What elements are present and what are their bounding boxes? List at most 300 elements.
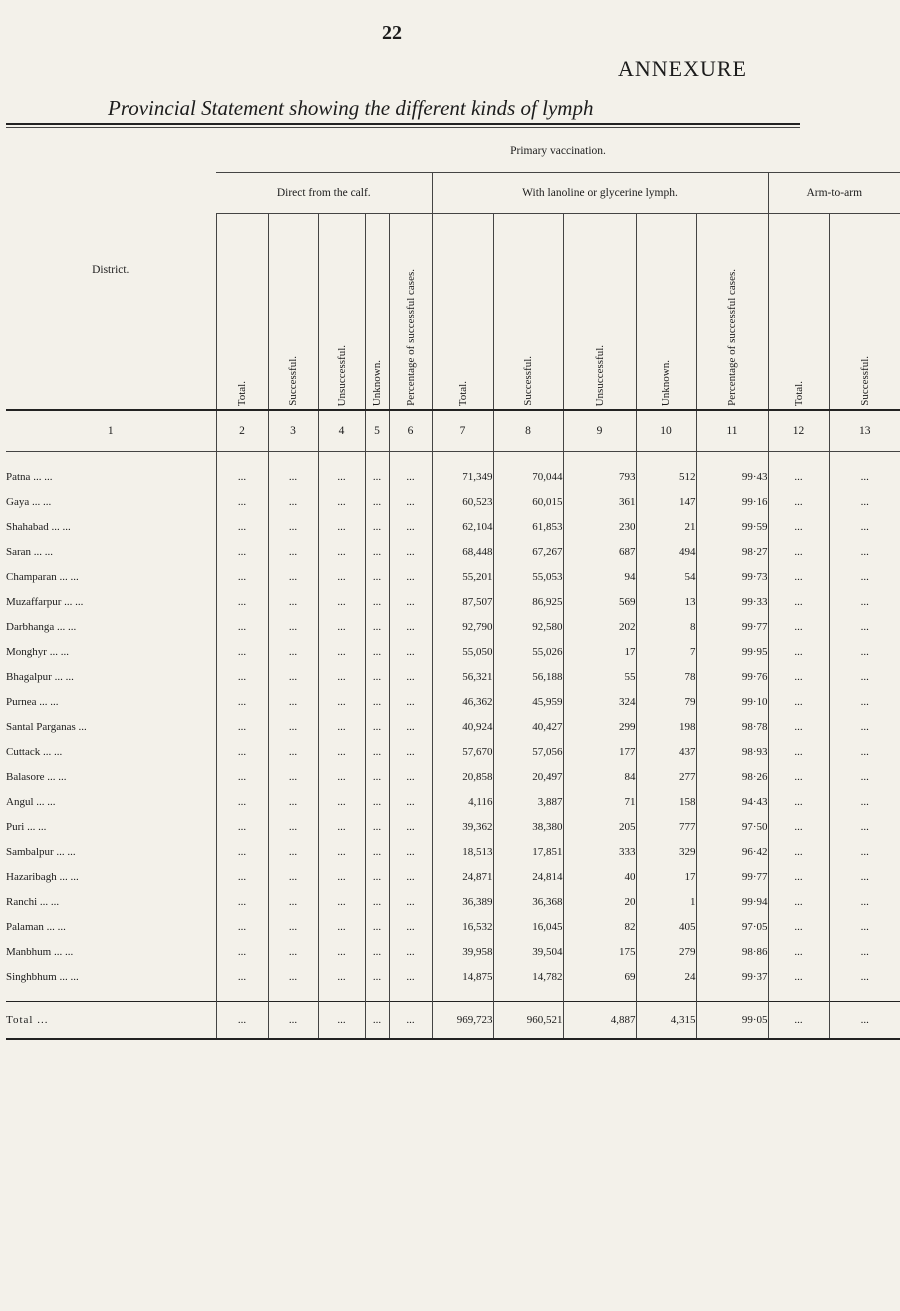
column-number: 9 <box>563 410 636 452</box>
lanoline-percentage-cell: 99·37 <box>696 964 768 989</box>
arm-successful-cell: ... <box>829 564 900 589</box>
column-number: 5 <box>365 410 389 452</box>
calf-unknown-cell: ... <box>365 614 389 639</box>
lanoline-unsuccessful-cell: 324 <box>563 689 636 714</box>
lanoline-total-cell: 62,104 <box>432 514 493 539</box>
district-name: Hazaribagh ... ... <box>6 870 79 883</box>
total-label: Total ... <box>6 1002 216 1040</box>
arm-total-cell: ... <box>768 689 829 714</box>
arm-total-cell: ... <box>768 564 829 589</box>
district-name: Darbhanga ... ... <box>6 620 77 633</box>
calf-total-cell: ... <box>216 889 268 914</box>
district-name: Cuttack ... ... <box>6 745 63 758</box>
column-number-row <box>6 410 900 452</box>
lanoline-unknown-cell: 54 <box>636 564 696 589</box>
calf-unknown-cell: ... <box>365 489 389 514</box>
lanoline-successful-cell: 60,015 <box>493 489 563 514</box>
arm-total-cell: ... <box>768 939 829 964</box>
district-name: Muzaffarpur ... ... <box>6 595 84 608</box>
arm-to-arm-header: Arm-to-arm <box>768 173 900 214</box>
calf-unsuccessful-cell: ... <box>318 464 365 489</box>
calf-percentage-cell: ... <box>389 714 432 739</box>
table-row <box>6 514 900 539</box>
lanoline-unknown-cell: 1 <box>636 889 696 914</box>
lanoline-unknown-cell: 7 <box>636 639 696 664</box>
calf-unknown-cell: ... <box>365 664 389 689</box>
arm-successful-cell: ... <box>829 789 900 814</box>
calf-unknown-cell: ... <box>365 864 389 889</box>
lanoline-unknown-cell: 494 <box>636 539 696 564</box>
calf-successful-cell: ... <box>268 764 318 789</box>
calf-percentage-cell: ... <box>389 864 432 889</box>
lanoline-percentage-cell: 98·93 <box>696 739 768 764</box>
calf-total-cell: ... <box>216 739 268 764</box>
lanoline-total-cell: 57,670 <box>432 739 493 764</box>
calf-successful-cell: ... <box>268 489 318 514</box>
arm-total-cell: ... <box>768 914 829 939</box>
arm-successful-cell: ... <box>829 539 900 564</box>
calf-percentage-cell: ... <box>389 514 432 539</box>
column-header-arm-successful: Successful. <box>829 214 900 411</box>
lanoline-unknown-cell: 4,315 <box>636 1002 696 1040</box>
lanoline-total-cell: 4,116 <box>432 789 493 814</box>
lanoline-percentage-cell: 99·10 <box>696 689 768 714</box>
page-number: 22 <box>382 22 402 44</box>
column-header-lanoline-unknown: Unknown. <box>636 214 696 411</box>
lanoline-unsuccessful-cell: 20 <box>563 889 636 914</box>
calf-unsuccessful-cell: ... <box>318 939 365 964</box>
column-number: 12 <box>768 410 829 452</box>
column-number: 8 <box>493 410 563 452</box>
table-row <box>6 964 900 989</box>
calf-total-cell: ... <box>216 664 268 689</box>
calf-total-cell: ... <box>216 714 268 739</box>
calf-percentage-cell: ... <box>389 489 432 514</box>
table-row <box>6 839 900 864</box>
lanoline-unsuccessful-cell: 94 <box>563 564 636 589</box>
lanoline-unknown-cell: 158 <box>636 789 696 814</box>
arm-total-cell: ... <box>768 664 829 689</box>
lanoline-total-cell: 14,875 <box>432 964 493 989</box>
district-name: Angul ... ... <box>6 795 56 808</box>
lanoline-percentage-cell: 99·76 <box>696 664 768 689</box>
lanoline-percentage-cell: 98·86 <box>696 939 768 964</box>
calf-successful-cell: ... <box>268 664 318 689</box>
district-name: Ranchi ... ... <box>6 895 60 908</box>
calf-unknown-cell: ... <box>365 939 389 964</box>
lanoline-successful-cell: 61,853 <box>493 514 563 539</box>
calf-successful-cell: ... <box>268 739 318 764</box>
lanoline-percentage-cell: 99·59 <box>696 514 768 539</box>
table-row <box>6 564 900 589</box>
annexure-title: ANNEXURE <box>618 56 747 81</box>
lanoline-unsuccessful-cell: 82 <box>563 914 636 939</box>
lanoline-successful-cell: 40,427 <box>493 714 563 739</box>
lanoline-successful-cell: 3,887 <box>493 789 563 814</box>
calf-total-cell: ... <box>216 814 268 839</box>
table-row <box>6 589 900 614</box>
lanoline-unsuccessful-cell: 71 <box>563 789 636 814</box>
lanoline-unknown-cell: 279 <box>636 939 696 964</box>
calf-unsuccessful-cell: ... <box>318 739 365 764</box>
calf-unsuccessful-cell: ... <box>318 864 365 889</box>
calf-successful-cell: ... <box>268 914 318 939</box>
lanoline-successful-cell: 24,814 <box>493 864 563 889</box>
column-header-calf-total: Total. <box>216 214 268 411</box>
lanoline-total-cell: 56,321 <box>432 664 493 689</box>
calf-successful-cell: ... <box>268 789 318 814</box>
calf-total-cell: ... <box>216 1002 268 1040</box>
lanoline-unknown-cell: 198 <box>636 714 696 739</box>
lanoline-total-cell: 60,523 <box>432 489 493 514</box>
table-row <box>6 764 900 789</box>
arm-successful-cell: ... <box>829 489 900 514</box>
arm-total-cell: ... <box>768 614 829 639</box>
calf-percentage-cell: ... <box>389 964 432 989</box>
column-header-calf-successful: Successful. <box>268 214 318 411</box>
lanoline-successful-cell: 20,497 <box>493 764 563 789</box>
lanoline-successful-cell: 16,045 <box>493 914 563 939</box>
column-header-lanoline-unsuccessful: Unsuccessful. <box>563 214 636 411</box>
arm-total-cell: ... <box>768 489 829 514</box>
lanoline-total-cell: 16,532 <box>432 914 493 939</box>
calf-unknown-cell: ... <box>365 914 389 939</box>
calf-total-cell: ... <box>216 464 268 489</box>
district-name: Champaran ... ... <box>6 570 79 583</box>
lanoline-unknown-cell: 79 <box>636 689 696 714</box>
column-number: 2 <box>216 410 268 452</box>
arm-successful-cell: ... <box>829 864 900 889</box>
arm-total-cell: ... <box>768 714 829 739</box>
calf-unknown-cell: ... <box>365 1002 389 1040</box>
lanoline-unsuccessful-cell: 793 <box>563 464 636 489</box>
calf-total-cell: ... <box>216 564 268 589</box>
lanoline-percentage-cell: 99·77 <box>696 864 768 889</box>
calf-unknown-cell: ... <box>365 714 389 739</box>
calf-total-cell: ... <box>216 789 268 814</box>
arm-total-cell: ... <box>768 464 829 489</box>
lanoline-successful-cell: 55,026 <box>493 639 563 664</box>
calf-successful-cell: ... <box>268 889 318 914</box>
calf-successful-cell: ... <box>268 589 318 614</box>
lanoline-unknown-cell: 437 <box>636 739 696 764</box>
arm-successful-cell: ... <box>829 639 900 664</box>
calf-unsuccessful-cell: ... <box>318 689 365 714</box>
lanoline-unsuccessful-cell: 569 <box>563 589 636 614</box>
arm-successful-cell: ... <box>829 889 900 914</box>
arm-successful-cell: ... <box>829 614 900 639</box>
lanoline-percentage-cell: 96·42 <box>696 839 768 864</box>
arm-successful-cell: ... <box>829 814 900 839</box>
lanoline-percentage-cell: 97·50 <box>696 814 768 839</box>
lanoline-percentage-cell: 98·78 <box>696 714 768 739</box>
lanoline-successful-cell: 56,188 <box>493 664 563 689</box>
column-number: 11 <box>696 410 768 452</box>
calf-successful-cell: ... <box>268 864 318 889</box>
calf-successful-cell: ... <box>268 814 318 839</box>
column-header-lanoline-successful: Successful. <box>493 214 563 411</box>
lymph-statistics-table <box>6 130 900 1040</box>
lanoline-total-cell: 36,389 <box>432 889 493 914</box>
column-number: 1 <box>6 410 216 452</box>
arm-successful-cell: ... <box>829 939 900 964</box>
calf-successful-cell: ... <box>268 1002 318 1040</box>
lanoline-unsuccessful-cell: 55 <box>563 664 636 689</box>
calf-total-cell: ... <box>216 589 268 614</box>
calf-percentage-cell: ... <box>389 539 432 564</box>
calf-percentage-cell: ... <box>389 814 432 839</box>
district-header: District. <box>6 130 216 410</box>
calf-unknown-cell: ... <box>365 464 389 489</box>
calf-unsuccessful-cell: ... <box>318 614 365 639</box>
arm-total-cell: ... <box>768 764 829 789</box>
calf-percentage-cell: ... <box>389 689 432 714</box>
lanoline-unknown-cell: 147 <box>636 489 696 514</box>
calf-unknown-cell: ... <box>365 839 389 864</box>
calf-unsuccessful-cell: ... <box>318 589 365 614</box>
calf-unsuccessful-cell: ... <box>318 664 365 689</box>
calf-total-cell: ... <box>216 639 268 664</box>
calf-unknown-cell: ... <box>365 564 389 589</box>
calf-total-cell: ... <box>216 964 268 989</box>
calf-unsuccessful-cell: ... <box>318 714 365 739</box>
calf-unsuccessful-cell: ... <box>318 839 365 864</box>
calf-unsuccessful-cell: ... <box>318 514 365 539</box>
spacer-row <box>6 452 900 465</box>
calf-total-cell: ... <box>216 914 268 939</box>
calf-unsuccessful-cell: ... <box>318 964 365 989</box>
direct-from-calf-header: Direct from the calf. <box>216 173 432 214</box>
lanoline-percentage-cell: 99·43 <box>696 464 768 489</box>
lanoline-unsuccessful-cell: 205 <box>563 814 636 839</box>
calf-unknown-cell: ... <box>365 689 389 714</box>
arm-successful-cell: ... <box>829 764 900 789</box>
table-row <box>6 789 900 814</box>
table-row <box>6 639 900 664</box>
calf-unsuccessful-cell: ... <box>318 1002 365 1040</box>
calf-unknown-cell: ... <box>365 739 389 764</box>
column-header-lanoline-total: Total. <box>432 214 493 411</box>
arm-total-cell: ... <box>768 514 829 539</box>
lanoline-percentage-cell: 94·43 <box>696 789 768 814</box>
calf-total-cell: ... <box>216 489 268 514</box>
calf-unsuccessful-cell: ... <box>318 764 365 789</box>
lanoline-percentage-cell: 98·26 <box>696 764 768 789</box>
table-row <box>6 814 900 839</box>
arm-successful-cell: ... <box>829 689 900 714</box>
calf-successful-cell: ... <box>268 514 318 539</box>
lanoline-percentage-cell: 99·95 <box>696 639 768 664</box>
calf-percentage-cell: ... <box>389 639 432 664</box>
calf-percentage-cell: ... <box>389 589 432 614</box>
lanoline-unsuccessful-cell: 40 <box>563 864 636 889</box>
calf-unknown-cell: ... <box>365 539 389 564</box>
table-row <box>6 939 900 964</box>
table-row <box>6 714 900 739</box>
calf-total-cell: ... <box>216 864 268 889</box>
lanoline-successful-cell: 960,521 <box>493 1002 563 1040</box>
lanoline-unknown-cell: 8 <box>636 614 696 639</box>
calf-percentage-cell: ... <box>389 789 432 814</box>
lanoline-unsuccessful-cell: 202 <box>563 614 636 639</box>
lanoline-percentage-cell: 98·27 <box>696 539 768 564</box>
column-header-calf-unsuccessful: Unsuccessful. <box>318 214 365 411</box>
primary-vaccination-header: Primary vaccination. <box>216 130 900 173</box>
column-number: 10 <box>636 410 696 452</box>
district-name: Sambalpur ... ... <box>6 845 76 858</box>
lanoline-successful-cell: 86,925 <box>493 589 563 614</box>
lanoline-total-cell: 68,448 <box>432 539 493 564</box>
lanoline-successful-cell: 39,504 <box>493 939 563 964</box>
arm-successful-cell: ... <box>829 589 900 614</box>
lanoline-unsuccessful-cell: 230 <box>563 514 636 539</box>
top-rule <box>6 123 800 125</box>
district-name: Shahabad ... ... <box>6 520 71 533</box>
calf-unsuccessful-cell: ... <box>318 814 365 839</box>
arm-total-cell: ... <box>768 889 829 914</box>
table-row <box>6 489 900 514</box>
lanoline-unsuccessful-cell: 361 <box>563 489 636 514</box>
lanoline-glycerine-header: With lanoline or glycerine lymph. <box>432 173 768 214</box>
lanoline-total-cell: 39,362 <box>432 814 493 839</box>
calf-percentage-cell: ... <box>389 1002 432 1040</box>
calf-successful-cell: ... <box>268 564 318 589</box>
arm-successful-cell: ... <box>829 739 900 764</box>
arm-total-cell: ... <box>768 789 829 814</box>
calf-unknown-cell: ... <box>365 514 389 539</box>
arm-successful-cell: ... <box>829 914 900 939</box>
calf-percentage-cell: ... <box>389 664 432 689</box>
calf-total-cell: ... <box>216 539 268 564</box>
calf-unknown-cell: ... <box>365 889 389 914</box>
arm-successful-cell: ... <box>829 1002 900 1040</box>
lanoline-successful-cell: 55,053 <box>493 564 563 589</box>
total-row <box>6 1002 900 1040</box>
calf-successful-cell: ... <box>268 614 318 639</box>
calf-successful-cell: ... <box>268 964 318 989</box>
table-row <box>6 689 900 714</box>
table-row <box>6 914 900 939</box>
calf-total-cell: ... <box>216 689 268 714</box>
district-name: Santal Parganas ... <box>6 720 87 733</box>
calf-successful-cell: ... <box>268 539 318 564</box>
district-name: Palaman ... ... <box>6 920 66 933</box>
lanoline-unsuccessful-cell: 687 <box>563 539 636 564</box>
column-number: 7 <box>432 410 493 452</box>
lanoline-unsuccessful-cell: 177 <box>563 739 636 764</box>
calf-unknown-cell: ... <box>365 764 389 789</box>
table-row <box>6 464 900 489</box>
arm-total-cell: ... <box>768 864 829 889</box>
district-name: Balasore ... ... <box>6 770 67 783</box>
lanoline-successful-cell: 57,056 <box>493 739 563 764</box>
arm-total-cell: ... <box>768 964 829 989</box>
district-name: Gaya ... ... <box>6 495 52 508</box>
lanoline-successful-cell: 17,851 <box>493 839 563 864</box>
lanoline-total-cell: 39,958 <box>432 939 493 964</box>
district-name: Manbhum ... ... <box>6 945 74 958</box>
calf-successful-cell: ... <box>268 464 318 489</box>
lanoline-total-cell: 55,050 <box>432 639 493 664</box>
lanoline-percentage-cell: 99·73 <box>696 564 768 589</box>
calf-unsuccessful-cell: ... <box>318 564 365 589</box>
lanoline-unsuccessful-cell: 333 <box>563 839 636 864</box>
calf-percentage-cell: ... <box>389 739 432 764</box>
lanoline-unknown-cell: 78 <box>636 664 696 689</box>
district-name: Saran ... ... <box>6 545 54 558</box>
district-name: Purnea ... ... <box>6 695 59 708</box>
calf-unsuccessful-cell: ... <box>318 914 365 939</box>
lanoline-total-cell: 71,349 <box>432 464 493 489</box>
column-number: 4 <box>318 410 365 452</box>
lanoline-percentage-cell: 99·16 <box>696 489 768 514</box>
lanoline-percentage-cell: 99·77 <box>696 614 768 639</box>
lanoline-unknown-cell: 512 <box>636 464 696 489</box>
lanoline-successful-cell: 92,580 <box>493 614 563 639</box>
lanoline-unsuccessful-cell: 299 <box>563 714 636 739</box>
arm-total-cell: ... <box>768 539 829 564</box>
lanoline-total-cell: 18,513 <box>432 839 493 864</box>
calf-unsuccessful-cell: ... <box>318 539 365 564</box>
top-rule-thin <box>6 127 800 128</box>
lanoline-total-cell: 40,924 <box>432 714 493 739</box>
lanoline-percentage-cell: 99·33 <box>696 589 768 614</box>
calf-total-cell: ... <box>216 764 268 789</box>
column-number: 13 <box>829 410 900 452</box>
lanoline-successful-cell: 14,782 <box>493 964 563 989</box>
column-header-calf-percentage: Percentage of successful cases. <box>389 214 432 411</box>
calf-percentage-cell: ... <box>389 914 432 939</box>
calf-unknown-cell: ... <box>365 589 389 614</box>
lanoline-total-cell: 20,858 <box>432 764 493 789</box>
lanoline-percentage-cell: 99·94 <box>696 889 768 914</box>
arm-successful-cell: ... <box>829 514 900 539</box>
arm-successful-cell: ... <box>829 964 900 989</box>
column-header-arm-total: Total. <box>768 214 829 411</box>
district-name: Bhagalpur ... ... <box>6 670 74 683</box>
lanoline-total-cell: 87,507 <box>432 589 493 614</box>
calf-percentage-cell: ... <box>389 564 432 589</box>
lanoline-unknown-cell: 17 <box>636 864 696 889</box>
lanoline-percentage-cell: 99·05 <box>696 1002 768 1040</box>
column-header-lanoline-percentage: Percentage of successful cases. <box>696 214 768 411</box>
arm-successful-cell: ... <box>829 664 900 689</box>
calf-total-cell: ... <box>216 939 268 964</box>
calf-unsuccessful-cell: ... <box>318 889 365 914</box>
lanoline-unsuccessful-cell: 69 <box>563 964 636 989</box>
calf-unknown-cell: ... <box>365 814 389 839</box>
column-header-calf-unknown: Unknown. <box>365 214 389 411</box>
table-row <box>6 739 900 764</box>
district-name: Patna ... ... <box>6 470 53 483</box>
lanoline-total-cell: 969,723 <box>432 1002 493 1040</box>
lanoline-unknown-cell: 21 <box>636 514 696 539</box>
lanoline-unsuccessful-cell: 175 <box>563 939 636 964</box>
lanoline-unknown-cell: 24 <box>636 964 696 989</box>
calf-successful-cell: ... <box>268 689 318 714</box>
calf-unknown-cell: ... <box>365 639 389 664</box>
district-name: Puri ... ... <box>6 820 47 833</box>
lanoline-unknown-cell: 277 <box>636 764 696 789</box>
spacer-row <box>6 989 900 1002</box>
lanoline-successful-cell: 70,044 <box>493 464 563 489</box>
lanoline-successful-cell: 67,267 <box>493 539 563 564</box>
lanoline-total-cell: 46,362 <box>432 689 493 714</box>
calf-successful-cell: ... <box>268 839 318 864</box>
calf-percentage-cell: ... <box>389 764 432 789</box>
calf-successful-cell: ... <box>268 714 318 739</box>
lanoline-unknown-cell: 13 <box>636 589 696 614</box>
